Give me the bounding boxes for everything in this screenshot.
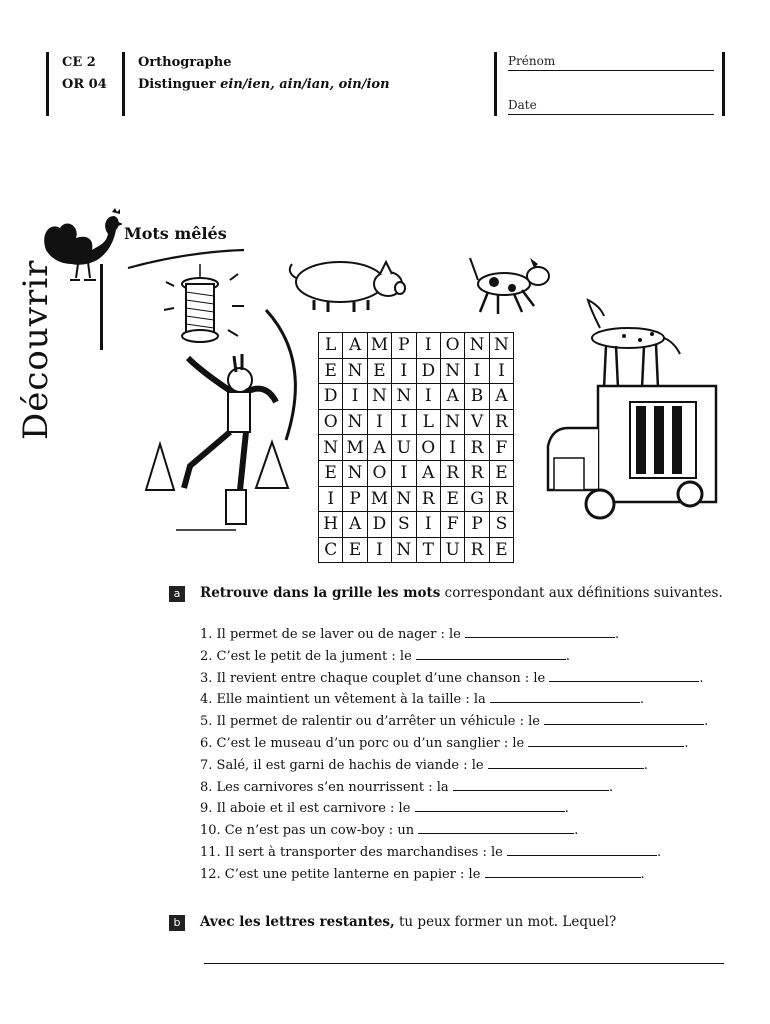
answer-blank[interactable] bbox=[465, 625, 615, 638]
header-subject: Orthographe bbox=[138, 55, 232, 70]
grid-cell: O bbox=[416, 435, 440, 461]
grid-cell: N bbox=[343, 358, 367, 384]
grid-cell: E bbox=[319, 460, 343, 486]
grid-cell: I bbox=[416, 333, 440, 359]
header-topic bbox=[138, 74, 390, 96]
grid-cell: I bbox=[392, 409, 416, 435]
exercise-a-instruction bbox=[200, 585, 723, 601]
question-text: 8. Les carnivores s’en nourrissent : la bbox=[200, 779, 449, 795]
grid-cell: M bbox=[367, 486, 391, 512]
native-figure-illustration bbox=[136, 300, 312, 540]
grid-cell: R bbox=[416, 486, 440, 512]
question-text: 5. Il permet de ralentir ou d’arrêter un véhicule : le bbox=[200, 714, 540, 730]
grid-cell: I bbox=[416, 384, 440, 410]
answer-blank[interactable] bbox=[549, 669, 699, 682]
grid-cell: N bbox=[367, 384, 391, 410]
grid-cell: N bbox=[392, 537, 416, 563]
grid-cell: E bbox=[343, 537, 367, 563]
exercise-b-instruction bbox=[200, 914, 616, 930]
answer-blank[interactable] bbox=[544, 712, 704, 725]
grid-cell: M bbox=[343, 435, 367, 461]
question-text: 2. C’est le petit de la jument : le bbox=[200, 648, 412, 664]
question-text: 1. Il permet de se laver ou de nager : le bbox=[200, 627, 461, 642]
answer-blank[interactable] bbox=[490, 690, 640, 703]
grid-cell: R bbox=[465, 435, 489, 461]
grid-cell: U bbox=[440, 537, 464, 563]
grid-cell: A bbox=[489, 384, 513, 410]
grid-row bbox=[319, 435, 514, 461]
grid-cell: A bbox=[440, 384, 464, 410]
grid-cell: P bbox=[343, 486, 367, 512]
grid-cell: A bbox=[416, 460, 440, 486]
grid-cell: U bbox=[392, 435, 416, 461]
grid-cell: P bbox=[465, 512, 489, 538]
header-divider-bar bbox=[122, 52, 125, 116]
header-level: CE 2 bbox=[62, 55, 96, 70]
question-text: 7. Salé, il est garni de hachis de viande : le bbox=[200, 757, 484, 773]
header-left-bar bbox=[46, 52, 49, 116]
answer-blank[interactable] bbox=[485, 865, 641, 878]
grid-cell: L bbox=[319, 333, 343, 359]
question-item: 1. Il permet de se laver ou de nager : le . bbox=[200, 627, 620, 642]
word-search-grid bbox=[318, 332, 514, 563]
question-item: 9. Il aboie et il est carnivore : le . bbox=[200, 801, 569, 817]
grid-cell: D bbox=[416, 358, 440, 384]
question-text: 12. C’est une petite lanterne en papier : le bbox=[200, 866, 481, 882]
grid-cell: I bbox=[489, 358, 513, 384]
grid-cell: F bbox=[489, 435, 513, 461]
grid-cell: I bbox=[392, 358, 416, 384]
question-text: 11. Il sert à transporter des marchandises : le bbox=[200, 844, 503, 860]
grid-cell: P bbox=[392, 333, 416, 359]
question-item: 5. Il permet de ralentir ou d’arrêter un véhicule : le . bbox=[200, 714, 709, 730]
grid-row bbox=[319, 384, 514, 410]
exercise-a-instruction-rest: correspondant aux définitions suivantes. bbox=[440, 585, 723, 601]
grid-cell: R bbox=[465, 460, 489, 486]
side-title: Découvrir bbox=[16, 259, 56, 440]
answer-blank[interactable] bbox=[415, 799, 565, 812]
question-text: 10. Ce n’est pas un cow-boy : un bbox=[200, 823, 415, 839]
question-item: 4. Elle maintient un vêtement à la taille : la . bbox=[200, 692, 645, 708]
exercise-a-badge: a bbox=[169, 586, 185, 602]
section-title: Mots mêlés bbox=[124, 224, 227, 243]
question-text: 6. C’est le museau d’un porc ou d’un sanglier : le bbox=[200, 735, 525, 751]
question-item: 2. C’est le petit de la jument : le . bbox=[200, 648, 571, 664]
answer-blank[interactable] bbox=[416, 647, 566, 660]
grid-cell: E bbox=[489, 460, 513, 486]
grid-cell: S bbox=[392, 512, 416, 538]
grid-row bbox=[319, 512, 514, 538]
grid-cell: R bbox=[440, 460, 464, 486]
question-item: 8. Les carnivores s’en nourrissent : la . bbox=[200, 779, 613, 795]
header-field-right-bar bbox=[722, 52, 725, 116]
grid-cell: H bbox=[319, 512, 343, 538]
grid-cell: I bbox=[343, 384, 367, 410]
grid-cell: N bbox=[489, 333, 513, 359]
answer-blank[interactable] bbox=[453, 778, 609, 791]
grid-cell: I bbox=[416, 512, 440, 538]
header-topic-italic: ein/ien, ain/ian, oin/ion bbox=[220, 77, 390, 92]
question-item: 12. C’est une petite lanterne en papier : le . bbox=[200, 866, 645, 882]
grid-cell: O bbox=[319, 409, 343, 435]
grid-cell: R bbox=[465, 537, 489, 563]
exercise-b-answer-line[interactable] bbox=[204, 963, 724, 964]
exercise-b-badge: b bbox=[169, 915, 185, 931]
answer-blank[interactable] bbox=[528, 734, 684, 747]
grid-row bbox=[319, 460, 514, 486]
grid-cell: B bbox=[465, 384, 489, 410]
grid-cell: N bbox=[343, 409, 367, 435]
grid-row bbox=[319, 486, 514, 512]
grid-cell: N bbox=[343, 460, 367, 486]
question-item: 3. Il revient entre chaque couplet d’une chanson : le . bbox=[200, 670, 704, 686]
firstname-field-line[interactable] bbox=[508, 70, 714, 71]
grid-cell: D bbox=[367, 512, 391, 538]
grid-cell: S bbox=[489, 512, 513, 538]
grid-cell: I bbox=[319, 486, 343, 512]
grid-cell: R bbox=[489, 486, 513, 512]
answer-blank[interactable] bbox=[488, 756, 644, 769]
grid-cell: O bbox=[367, 460, 391, 486]
question-text: 9. Il aboie et il est carnivore : le bbox=[200, 801, 411, 817]
grid-cell: I bbox=[465, 358, 489, 384]
grid-cell: D bbox=[319, 384, 343, 410]
grid-cell: I bbox=[392, 460, 416, 486]
header-topic-prefix: Distinguer bbox=[138, 77, 221, 92]
grid-cell: V bbox=[465, 409, 489, 435]
grid-cell: I bbox=[440, 435, 464, 461]
answer-blank[interactable] bbox=[418, 821, 574, 834]
header-field-left-bar bbox=[494, 52, 497, 116]
grid-cell: E bbox=[367, 358, 391, 384]
grid-cell: L bbox=[416, 409, 440, 435]
question-item: 11. Il sert à transporter des marchandises : le . bbox=[200, 844, 662, 860]
grid-cell: N bbox=[465, 333, 489, 359]
grid-cell: A bbox=[343, 333, 367, 359]
grid-row bbox=[319, 409, 514, 435]
exercise-b-instruction-bold: Avec les lettres restantes, bbox=[200, 914, 395, 930]
grid-row bbox=[319, 537, 514, 563]
header-code: OR 04 bbox=[62, 77, 107, 92]
grid-cell: A bbox=[343, 512, 367, 538]
grid-cell: N bbox=[440, 409, 464, 435]
grid-cell: N bbox=[319, 435, 343, 461]
grid-cell: I bbox=[367, 537, 391, 563]
grid-cell: C bbox=[319, 537, 343, 563]
question-list bbox=[200, 624, 708, 886]
horse-truck-illustration bbox=[540, 298, 726, 528]
grid-cell: E bbox=[489, 537, 513, 563]
grid-cell: N bbox=[392, 486, 416, 512]
question-text: 4. Elle maintient un vêtement à la taille : la bbox=[200, 692, 486, 708]
grid-cell: R bbox=[489, 409, 513, 435]
grid-cell: A bbox=[367, 435, 391, 461]
grid-cell: I bbox=[367, 409, 391, 435]
rooster-icon bbox=[36, 204, 122, 284]
grid-cell: O bbox=[440, 333, 464, 359]
grid-cell: M bbox=[367, 333, 391, 359]
date-field-line[interactable] bbox=[508, 114, 714, 115]
grid-cell: T bbox=[416, 537, 440, 563]
firstname-label: Prénom bbox=[508, 54, 556, 68]
answer-blank[interactable] bbox=[507, 843, 657, 856]
grid-cell: E bbox=[440, 486, 464, 512]
exercise-a-instruction-bold: Retrouve dans la grille les mots bbox=[200, 585, 441, 601]
exercise-b-instruction-rest: tu peux former un mot. Lequel? bbox=[394, 914, 617, 930]
grid-cell: E bbox=[319, 358, 343, 384]
question-item: 7. Salé, il est garni de hachis de viande : le . bbox=[200, 757, 648, 773]
grid-cell: N bbox=[392, 384, 416, 410]
grid-row bbox=[319, 333, 514, 359]
grid-cell: N bbox=[440, 358, 464, 384]
date-label: Date bbox=[508, 98, 537, 112]
question-item: 6. C’est le museau d’un porc ou d’un sanglier : le . bbox=[200, 735, 689, 751]
grid-row bbox=[319, 358, 514, 384]
grid-cell: F bbox=[440, 512, 464, 538]
question-item: 10. Ce n’est pas un cow-boy : un . bbox=[200, 823, 579, 839]
question-text: 3. Il revient entre chaque couplet d’une chanson : le bbox=[200, 670, 546, 686]
grid-cell: G bbox=[465, 486, 489, 512]
